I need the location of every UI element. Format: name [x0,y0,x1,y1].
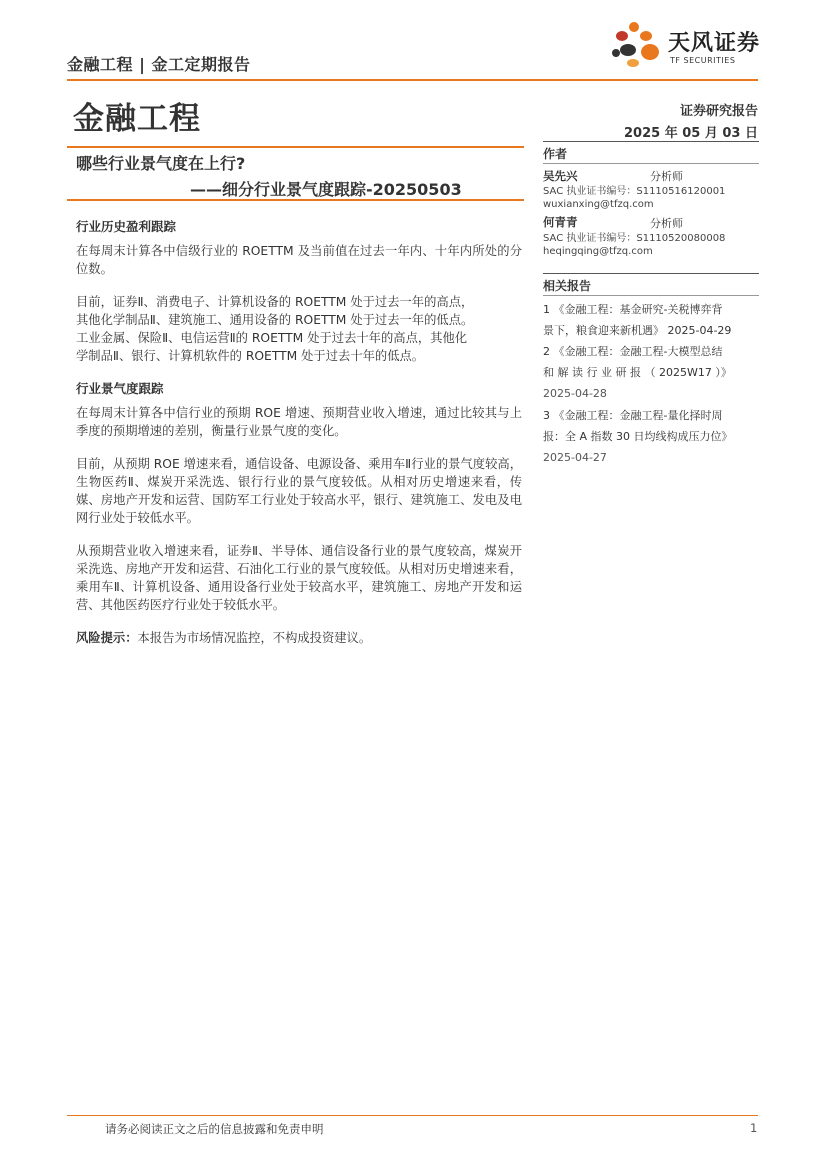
paragraph-line: 其他化学制品Ⅱ、建筑施工、通用设备的 ROETTM 处于过去一年的低点。 [76,313,474,327]
logo-mark-icon [608,20,668,70]
report-date: 2025 年 05 月 03 日 [624,126,758,141]
risk-warning [76,629,522,647]
report-category: 金融工程 | 金工定期报告 [67,55,251,74]
author-name: 吴先兴 [543,169,578,183]
related-report-line: 1 《金融工程：基金研究-关税博弈背 [543,303,723,316]
author-role: 分析师 [650,170,683,183]
related-report-line: 报：全 A 指数 30 日均线构成压力位》 [543,430,733,443]
sidebar-rule [543,163,759,164]
report-title: 哪些行业景气度在上行? [76,154,246,173]
paragraph-line: 工业金属、保险Ⅱ、电信运营Ⅱ的 ROETTM 处于过去十年的高点，其他化 [76,331,468,345]
related-report-item[interactable] [543,299,759,341]
risk-text: 本报告为市场情况监控，不构成投资建议。 [137,631,372,645]
related-report-line: 和 解 读 行 业 研 报 （ 2025W17 ）》 [543,366,732,379]
header-divider [67,79,758,81]
related-reports-panel [543,273,759,473]
title-top-rule [67,146,524,148]
section-title: 金融工程 [73,101,201,137]
author-email[interactable]: wuxianxing@tfzq.com [543,199,654,210]
logo-text-cn: 天风证券 [668,31,761,56]
company-logo [608,20,768,70]
related-report-line: 2 《金融工程：金融工程-大模型总结 [543,345,723,358]
paragraph-line: 学制品Ⅱ、银行、计算机软件的 ROETTM 处于过去十年的低点。 [76,349,425,363]
sidebar-rule [543,273,759,274]
section-heading-prosperity: 行业景气度跟踪 [76,381,164,396]
related-heading: 相关报告 [543,279,592,293]
author-role: 分析师 [650,217,683,230]
paragraph: 目前，从预期 ROE 增速来看，通信设备、电源设备、乘用车Ⅱ行业的景气度较高，生物医药Ⅱ、煤炭开采洗选、银行行业的景气度较低。从相对历史增速来看，传媒、房地产开发和运营、国防军工行业处于较高水平，银行、建筑施工、发电及电网行业处于较低水平。 [76,457,522,525]
authors-heading: 作者 [543,147,568,161]
risk-label: 风险提示： [76,631,138,645]
sidebar-rule [543,295,759,296]
paragraph: 从预期营业收入增速来看，证券Ⅱ、半导体、通信设备行业的景气度较高，煤炭开采洗选、房地产开发和运营、石油化工行业的景气度较低。从相对历史增速来看，乘用车Ⅱ、计算机设备、通用设备行业处于较高水平，建筑施工、房地产开发和运营、其他医药医疗行业处于较低水平。 [76,544,522,612]
logo-text-en: TF SECURITIES [670,56,736,65]
author-license: SAC 执业证书编号：S1110516120001 [543,186,726,197]
page-number: 1 [750,1121,758,1135]
report-subtitle: ——细分行业景气度跟踪-20250503 [190,180,462,199]
related-report-item[interactable] [543,405,759,468]
paragraph-line: 目前，证券Ⅱ、消费电子、计算机设备的 ROETTM 处于过去一年的高点， [76,295,474,309]
paragraph: 在每周末计算各中信级行业的 ROETTM 及当前值在过去一年内、十年内所处的分位数。 [76,244,522,276]
related-report-date: 2025-04-28 [543,387,607,400]
related-report-date: 2025-04-27 [543,451,607,464]
authors-panel [543,141,759,271]
section-heading-profit: 行业历史盈利跟踪 [76,219,177,234]
paragraph: 在每周末计算各中信行业的预期 ROE 增速、预期营业收入增速，通过比较其与上季度的预期增速的差别，衡量行业景气度的变化。 [76,406,522,438]
author-email[interactable]: heqingqing@tfzq.com [543,246,653,257]
sidebar-rule [543,141,759,142]
paragraph [76,293,522,365]
title-bottom-rule [67,199,524,201]
footer-divider [67,1115,758,1116]
main-content [76,218,522,658]
related-report-line: 3 《金融工程：金融工程-量化择时周 [543,409,723,422]
author-name: 何青青 [543,215,578,229]
related-report-item[interactable] [543,341,759,404]
footer-disclaimer: 请务必阅读正文之后的信息披露和免责申明 [105,1122,324,1136]
report-type: 证券研究报告 [679,104,758,119]
related-report-line: 景下，粮食迎来新机遇》 2025-04-29 [543,324,732,337]
author-license: SAC 执业证书编号：S1110520080008 [543,233,726,244]
